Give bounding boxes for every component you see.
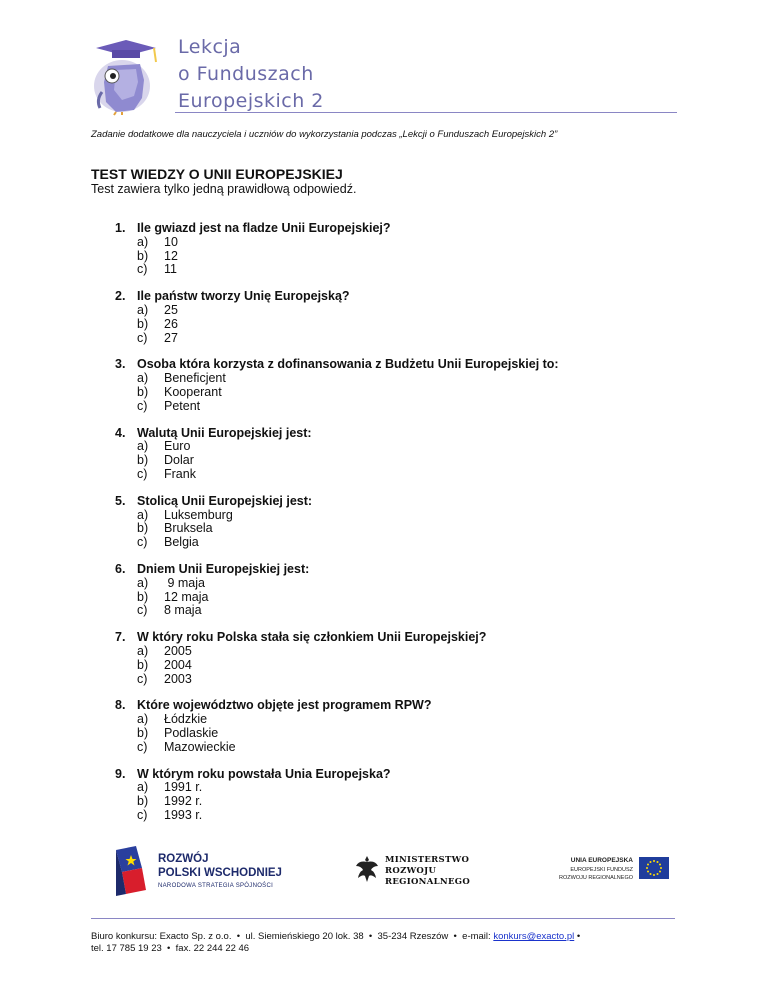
option-text: 2005 (164, 643, 192, 658)
option-text: Luksemburg (164, 507, 233, 522)
rpw-title-line: POLSKI WSCHODNIEJ (158, 867, 282, 879)
eu-flag-icon (639, 857, 669, 879)
option-letter: a) (137, 575, 149, 590)
option-text: Mazowieckie (164, 739, 236, 754)
answer-option (137, 386, 675, 400)
answer-option (137, 318, 675, 332)
answer-option (137, 400, 675, 414)
option-text: 2004 (164, 657, 192, 672)
question-text: Ile gwiazd jest na fladze Unii Europejskiej? (137, 221, 391, 235)
question-text: Stolicą Unii Europejskiej jest: (137, 493, 313, 508)
option-text: Kooperant (164, 384, 222, 399)
question-number: 7. (115, 630, 126, 645)
option-letter: b) (137, 248, 149, 263)
question-item (115, 631, 675, 686)
answer-option (137, 741, 675, 755)
question-text: Ile państw tworzy Unię Europejską? (137, 289, 350, 304)
rpw-tagline: NARODOWA STRATEGIA SPÓJNOŚCI (158, 883, 274, 889)
option-letter: a) (137, 234, 149, 249)
answer-option (137, 372, 675, 386)
option-letter: c) (137, 262, 148, 277)
answer-option (137, 509, 675, 523)
option-text: 8 maja (164, 603, 202, 618)
rpw-logo (116, 846, 296, 896)
answer-option (137, 236, 675, 250)
option-letter: a) (137, 712, 149, 727)
option-text: Belgia (164, 535, 199, 550)
option-text: 1992 r. (164, 794, 203, 809)
option-text: Podlaskie (164, 725, 219, 740)
header-divider (175, 112, 677, 113)
option-letter: a) (137, 507, 149, 522)
question-item (115, 427, 675, 482)
question-item (115, 290, 675, 345)
option-text: 9 maja (164, 575, 205, 590)
answer-option (137, 440, 675, 454)
option-text: Dolar (164, 453, 194, 468)
answer-option (137, 536, 675, 550)
page-title: TEST WIEDZY O UNII EUROPEJSKIEJ (91, 166, 343, 182)
option-letter: b) (137, 384, 149, 399)
answer-option (137, 304, 675, 318)
test-instructions: Test zawiera tylko jedną prawidłową odpowiedź. (91, 182, 357, 196)
option-letter: b) (137, 453, 149, 468)
option-text: Beneficjent (164, 371, 226, 386)
footer-divider (91, 918, 675, 919)
question-text: Które województwo objęte jest programem RPW? (137, 698, 432, 713)
option-letter: b) (137, 589, 149, 604)
option-letter: b) (137, 316, 149, 331)
option-letter: a) (137, 371, 149, 386)
option-letter: b) (137, 794, 149, 809)
option-letter: c) (137, 739, 148, 754)
option-text: Petent (164, 398, 201, 413)
footer-line-address (91, 931, 691, 943)
question-text: W który roku Polska stała się członkiem Unii Europejskiej? (137, 630, 487, 645)
question-item (115, 358, 675, 413)
option-letter: a) (137, 439, 149, 454)
option-text: 1991 r. (164, 780, 203, 795)
option-letter: b) (137, 521, 149, 536)
option-letter: a) (137, 643, 149, 658)
eagle-emblem-icon (355, 854, 379, 884)
question-text: Osoba która korzysta z dofinansowania z Budżetu Unii Europejskiej to: (137, 357, 559, 372)
option-letter: c) (137, 671, 148, 686)
option-text: 27 (164, 330, 178, 345)
ministry-name-line: MINISTERSTWO (385, 855, 470, 865)
answer-option (137, 454, 675, 468)
question-item (115, 699, 675, 754)
logo-line: o Funduszach (178, 63, 314, 85)
question-item (115, 222, 675, 277)
option-text: 25 (164, 302, 178, 317)
header-subtitle: Zadanie dodatkowe dla nauczyciela i uczniów do wykorzystania podczas „Lekcji o Funduszach Europejskich 2” (91, 129, 558, 140)
answer-option (137, 468, 675, 482)
ministry-name-line: ROZWOJU (385, 866, 437, 876)
option-letter: a) (137, 302, 149, 317)
answer-option (137, 263, 675, 277)
footer-contact (91, 931, 691, 955)
option-letter: b) (137, 657, 149, 672)
eu-fund-logo (553, 857, 673, 887)
question-number: 8. (115, 698, 126, 713)
logo-line: Lekcja (178, 36, 242, 58)
rpw-title-line: ROZWÓJ (158, 853, 209, 865)
ministry-logo (355, 852, 471, 892)
question-text: W którym roku powstała Unia Europejska? (137, 766, 391, 781)
question-number: 9. (115, 766, 126, 781)
logo-wordmark (178, 34, 378, 115)
answer-option (137, 781, 675, 795)
option-text: Frank (164, 466, 196, 481)
question-text: Walutą Unii Europejskiej jest: (137, 425, 312, 440)
question-item (115, 563, 675, 618)
option-letter: c) (137, 330, 148, 345)
question-number: 5. (115, 493, 126, 508)
option-letter: c) (137, 807, 148, 822)
answer-option (137, 809, 675, 823)
answer-option (137, 591, 675, 605)
question-number: 4. (115, 425, 126, 440)
option-text: 12 (164, 248, 178, 263)
option-text: 10 (164, 234, 178, 249)
eu-logo-line: ROZWOJU REGIONALNEGO (559, 875, 633, 881)
answer-option (137, 250, 675, 264)
question-item (115, 495, 675, 550)
option-text: 26 (164, 316, 178, 331)
question-text: Dniem Unii Europejskiej jest: (137, 561, 310, 576)
option-text: Łódzkie (164, 712, 208, 727)
question-number: 3. (115, 357, 126, 372)
option-letter: c) (137, 466, 148, 481)
option-letter: b) (137, 725, 149, 740)
eu-logo-line: EUROPEJSKI FUNDUSZ (570, 867, 633, 873)
answer-option (137, 332, 675, 346)
option-letter: a) (137, 780, 149, 795)
answer-option (137, 795, 675, 809)
ministry-name-line: REGIONALNEGO (385, 877, 471, 887)
footer-line-phone: tel. 17 785 19 23 • fax. 22 244 22 46 (91, 943, 250, 954)
logo-line: Europejskich 2 (178, 90, 324, 112)
option-letter: c) (137, 398, 148, 413)
answer-option (137, 713, 675, 727)
answer-option (137, 522, 675, 536)
owl-mascot-logo (86, 36, 166, 116)
eu-logo-line: UNIA EUROPEJSKA (570, 857, 633, 864)
answer-option (137, 673, 675, 687)
answer-option (137, 727, 675, 741)
answer-option (137, 577, 675, 591)
option-text: 12 maja (164, 589, 209, 604)
option-text: 2003 (164, 671, 192, 686)
option-text: Bruksela (164, 521, 213, 536)
footer-bullet: • (574, 931, 581, 942)
question-number: 6. (115, 561, 126, 576)
option-text: 1993 r. (164, 807, 203, 822)
option-text: Euro (164, 439, 191, 454)
answer-option (137, 604, 675, 618)
question-number: 1. (115, 221, 126, 235)
email-link[interactable]: konkurs@exacto.pl (493, 931, 575, 942)
option-text: 11 (164, 262, 177, 277)
option-letter: c) (137, 535, 148, 550)
option-letter: c) (137, 603, 148, 618)
footer-address: Biuro konkursu: Exacto Sp. z o.o. • ul. Siemieńskiego 20 lok. 38 • 35-234 Rzeszów • e-mail: (91, 931, 494, 942)
question-number: 2. (115, 289, 126, 304)
answer-option (137, 645, 675, 659)
rpw-emblem-icon (116, 846, 152, 896)
answer-option (137, 659, 675, 673)
question-item (115, 768, 675, 823)
question-list (115, 222, 675, 836)
